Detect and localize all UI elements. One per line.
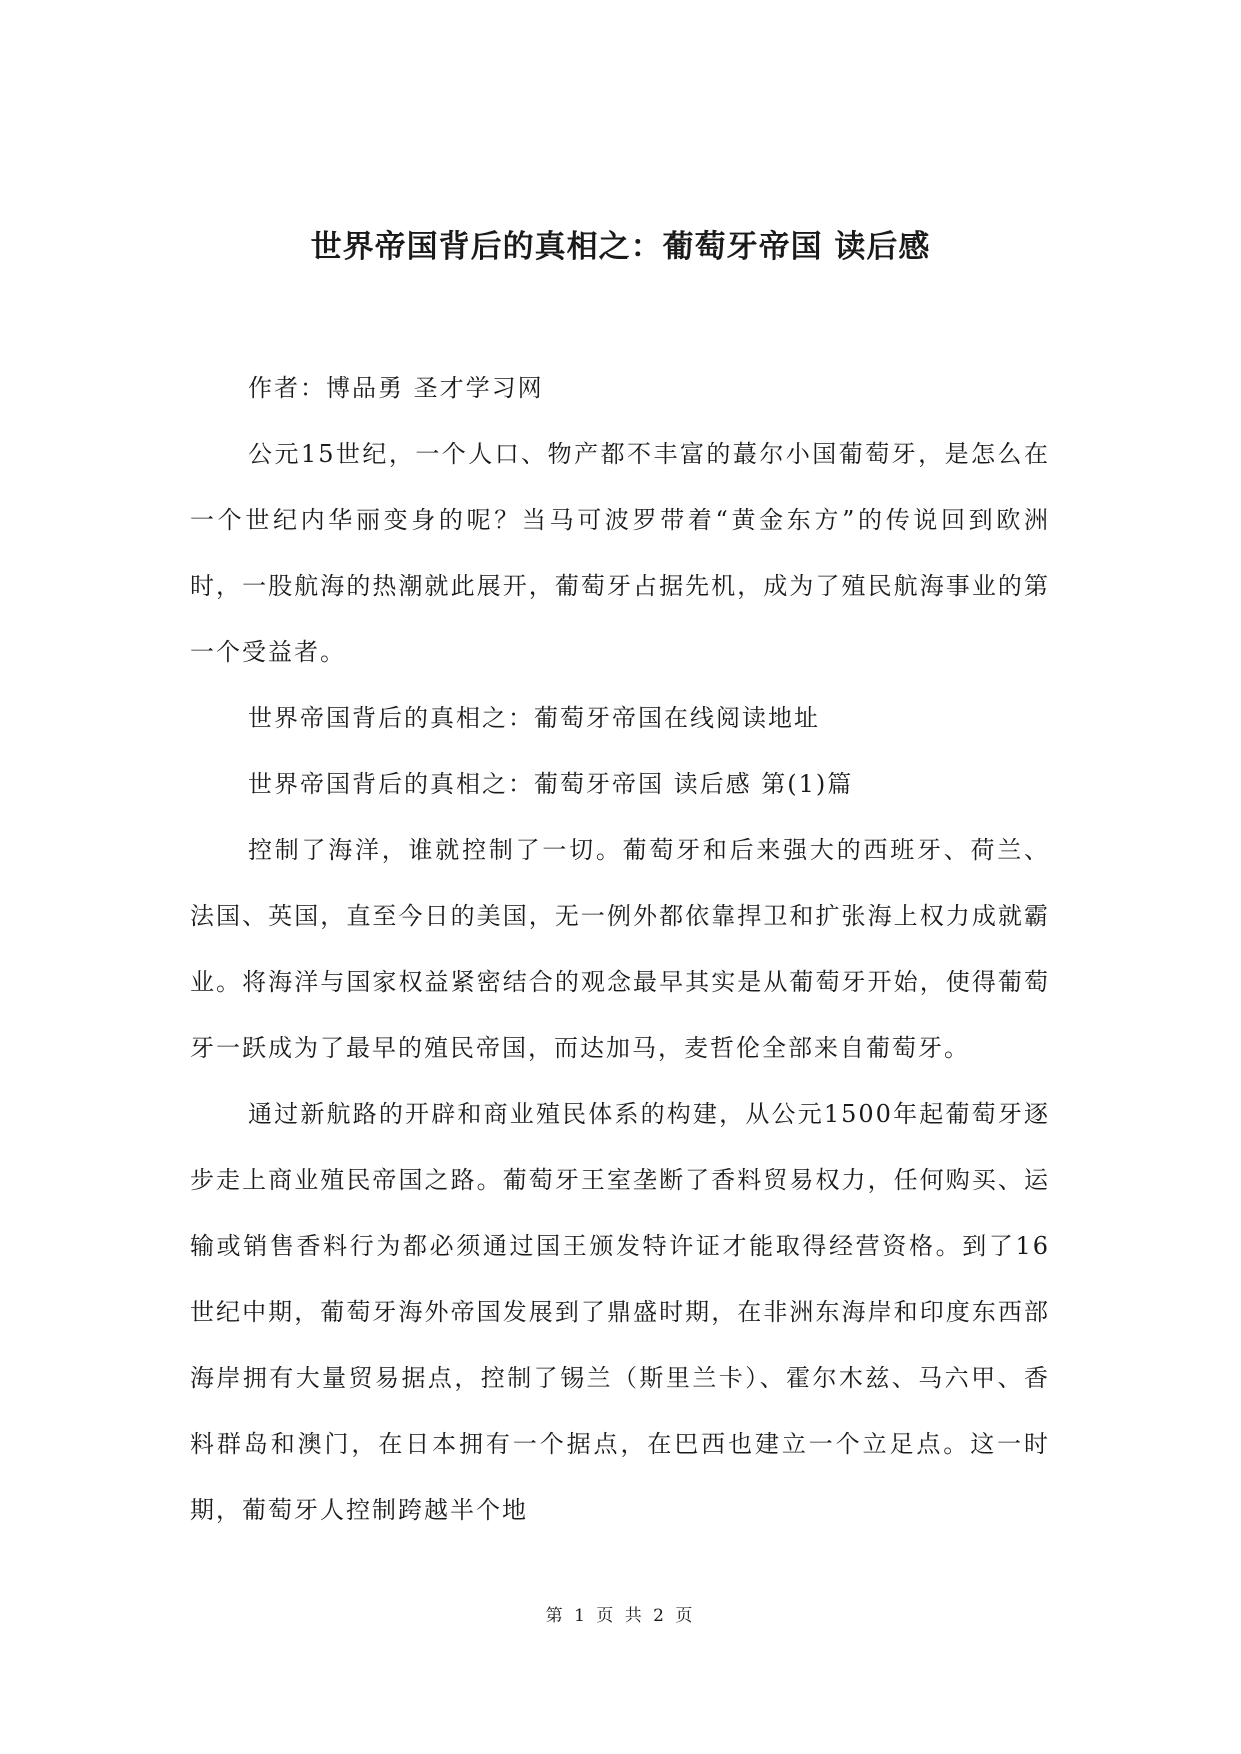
intro-paragraph: 公元15世纪，一个人口、物产都不丰富的蕞尔小国葡萄牙，是怎么在一个世纪内华丽变身的呢？当马可波罗带着“黄金东方”的传说回到欧洲时，一股航海的热潮就此展开，葡萄牙占据先机，成为了殖民航海事业的第一个受益者。: [190, 440, 1050, 666]
body-paragraph: 通过新航路的开辟和商业殖民体系的构建，从公元1500年起葡萄牙逐步走上商业殖民帝国之路。葡萄牙王室垄断了香料贸易权力，任何购买、运输或销售香料行为都必须通过国王颁发特许证才能取得经营资格。到了16世纪中期，葡萄牙海外帝国发展到了鼎盛时期，在非洲东海岸和印度东西部海岸拥有大量贸易据点，控制了锡兰（斯里兰卡）、霍尔木兹、马六甲、香料群岛和澳门，在日本拥有一个据点，在巴西也建立一个立足点。这一时期，葡萄牙人控制跨越半个地: [190, 1100, 1050, 1524]
document-body: [190, 355, 1050, 1543]
author-line: 作者：博品勇 圣才学习网: [248, 374, 544, 402]
document-title: 世界帝国背后的真相之：葡萄牙帝国 读后感: [310, 229, 931, 265]
body-paragraph: 控制了海洋，谁就控制了一切。葡萄牙和后来强大的西班牙、荷兰、法国、英国，直至今日的美国，无一例外都依靠捍卫和扩张海上权力成就霸业。将海洋与国家权益紧密结合的观念最早其实是从葡萄牙开始，使得葡萄牙一跃成为了最早的殖民帝国，而达加马，麦哲伦全部来自葡萄牙。: [190, 836, 1050, 1062]
online-reading-line: 世界帝国背后的真相之：葡萄牙帝国在线阅读地址: [248, 704, 820, 732]
review-heading-line: 世界帝国背后的真相之：葡萄牙帝国 读后感 第(1)篇: [248, 770, 854, 798]
page-footer: 第 1 页 共 2 页: [545, 1606, 696, 1626]
